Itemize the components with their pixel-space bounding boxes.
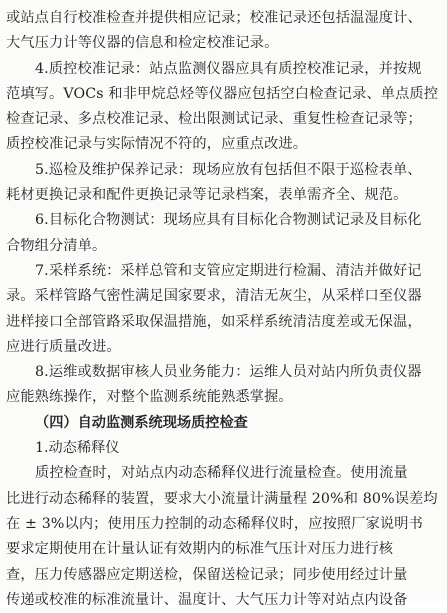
section-heading: （四）自动监测系统现场质控检查 bbox=[35, 414, 248, 431]
text-line: 比进行动态稀释的装置，要求大小流量计满量程 20%和 80%误差均 bbox=[6, 490, 438, 507]
text-line: 范填写。VOCs 和非甲烷总烃等仪器应包括空白检查记录、单点质控 bbox=[6, 85, 439, 102]
text-line: 质控校准记录与实际情况不符的，应重点改进。 bbox=[6, 136, 308, 153]
subsection-heading: 1.动态稀释仪 bbox=[35, 440, 120, 457]
text-line: 传递或校准的标准流量计、温度计、大气压力计等对站点内设备 bbox=[6, 591, 408, 608]
paragraph-item-7 bbox=[6, 259, 436, 360]
text-line: 6.目标化合物测试：现场应具有目标化合物测试记录及目标化 bbox=[35, 212, 422, 229]
text-line: 进样接口全部管路采取保温措施，如采样系统清洁度差或无保温， bbox=[6, 313, 422, 330]
text-line: 7.采样系统：采样总管和支管应定期进行检漏、清洁并做好记 bbox=[35, 262, 422, 279]
text-line: 应能熟练操作，对整个监测系统能熟悉掌握。 bbox=[6, 389, 293, 406]
text-line: 合物组分清单。 bbox=[6, 237, 107, 254]
text-line: 8.运维或数据审核人员业务能力：运维人员对站内所负责仪器 bbox=[35, 364, 422, 381]
text-line: 要求定期使用在计量认证有效期内的标准气压计对压力进行核 bbox=[6, 541, 394, 558]
text-line: 录。采样管路气密性满足国家要求，清洁无灰尘，从采样口至仪器 bbox=[6, 288, 422, 305]
text-line: 查，压力传感器应定期送检，保留送检记录；同步使用经过计量 bbox=[6, 566, 408, 583]
paragraph-item-4 bbox=[6, 57, 439, 158]
paragraph-calibration-records-continued bbox=[6, 6, 436, 57]
document-body bbox=[6, 6, 439, 613]
paragraph-item-8 bbox=[6, 360, 436, 411]
text-line: 质控检查时，对站点内动态稀释仪进行流量检查。使用流量 bbox=[35, 465, 408, 482]
paragraph-item-6 bbox=[6, 208, 436, 259]
text-line: 检查记录、多点校准记录、检出限测试记录、重复性检查记录等； bbox=[6, 111, 422, 128]
text-line: 在 ± 3%以内；使用压力控制的动态稀释仪时，应按照厂家说明书 bbox=[6, 515, 423, 532]
text-line: 或站点自行校准检查并提供相应记录；校准记录还包括温湿度计、 bbox=[6, 10, 422, 26]
text-line: 5.巡检及维护保养记录：现场应放有包括但不限于巡检表单、 bbox=[35, 161, 422, 178]
paragraph-item-5 bbox=[6, 158, 436, 209]
text-line: 大气压力计等仪器的信息和检定校准记录。 bbox=[6, 35, 279, 52]
text-line: 4.质控校准记录：站点监测仪器应具有质控校准记录，并按规 bbox=[35, 60, 422, 77]
text-line: 应进行质量改进。 bbox=[6, 338, 121, 355]
text-line: 耗材更换记录和配件更换记录等记录档案，表单需齐全、规范。 bbox=[6, 187, 408, 204]
paragraph-dynamic-diluter bbox=[6, 461, 436, 613]
